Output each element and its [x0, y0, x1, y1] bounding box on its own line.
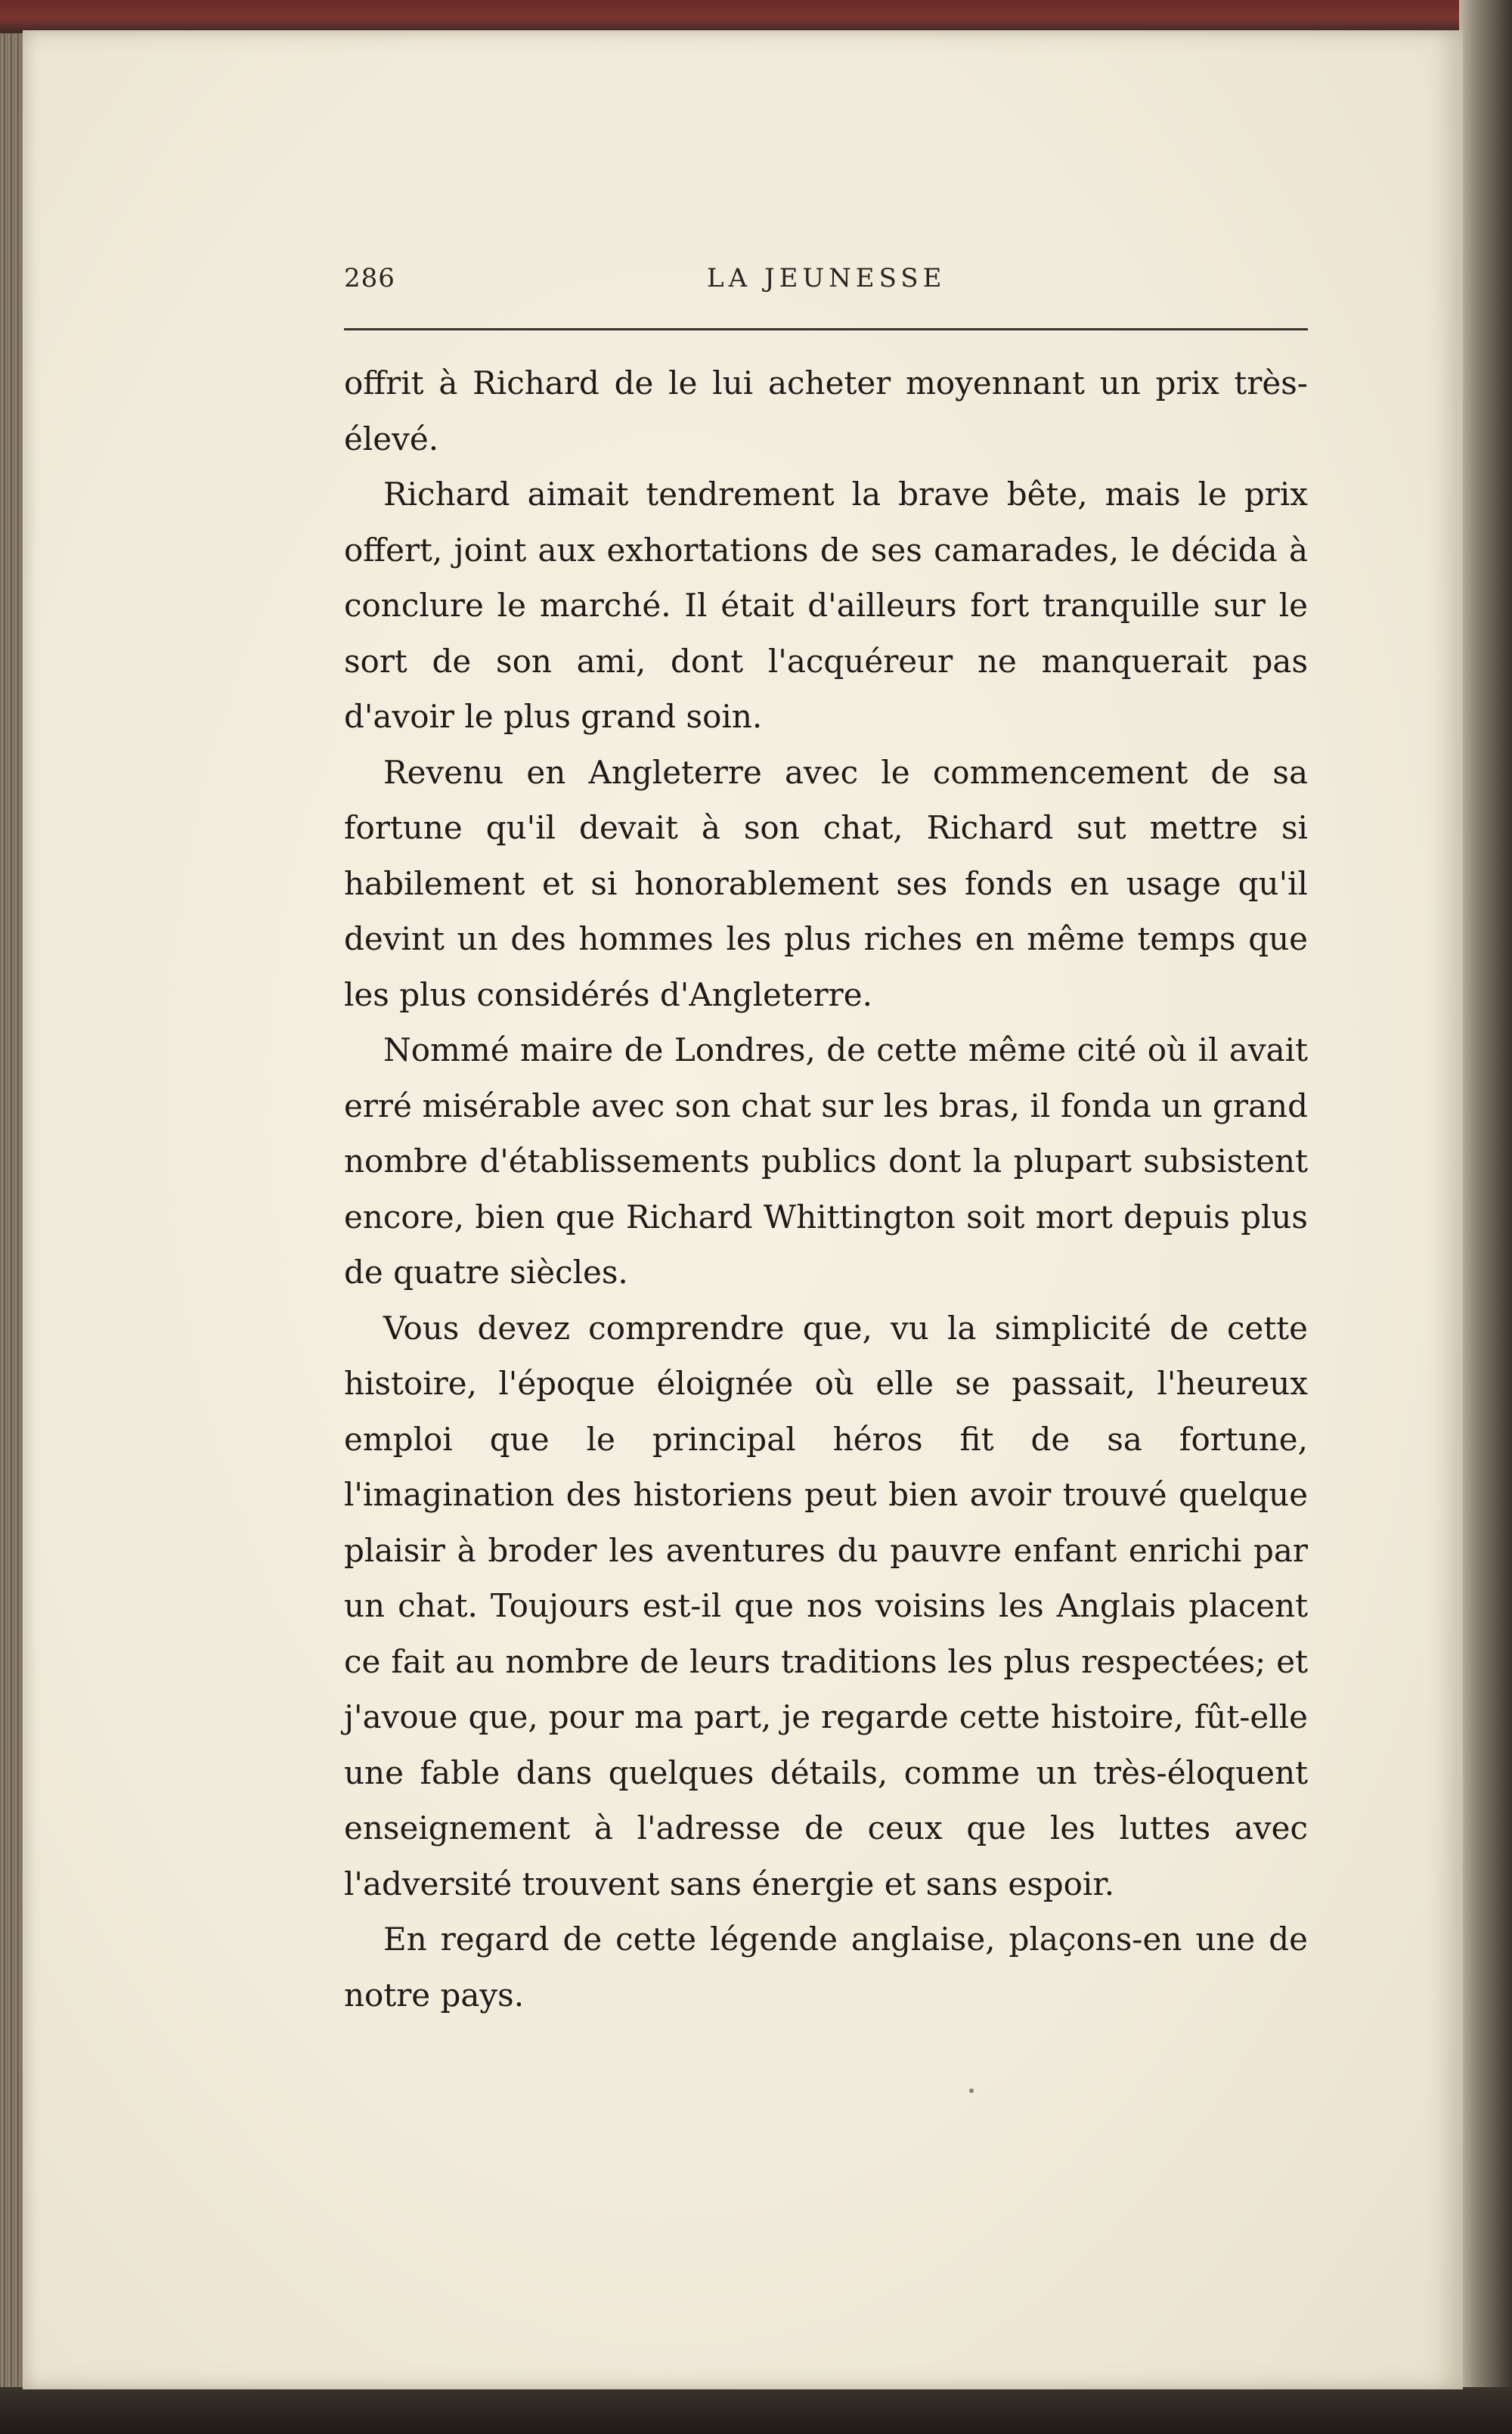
book-gutter-right [1459, 0, 1512, 2434]
paragraph: Vous devez comprendre que, vu la simplicité de cette histoire, l'époque éloignée où elle se passait, l'heureux emploi que le principal héros fit de sa fortune, l'imagination des historiens peut bien avoir trouvé quelque plaisir à broder les aventures du pauvre enfant enrichi par un chat. Toujours est-il que nos voisins les Anglais placent ce fait au nombre de leurs traditions les plus respectées; et j'avoue que, pour ma part, je regarde cette histoire, fût-elle une fable dans quelques détails, comme un très-éloquent enseignement à l'adresse de ceux que les luttes avec l'adversité trouvent sans énergie et sans espoir. [344, 1309, 1308, 1902]
paragraph-continuation: offrit à Richard de le lui acheter moyennant un prix très-élevé. [344, 364, 1308, 457]
book-binding-top [0, 0, 1512, 33]
paragraph: Richard aimait tendrement la brave bête, mais le prix offert, joint aux exhortations de ses camarades, le décida à conclure le marché. Il était d'ailleurs fort tranquille sur le sort de son ami, dont l'acquéreur ne manquerait pas d'avoir le plus grand soin. [344, 476, 1308, 735]
paragraph: Revenu en Angleterre avec le commencement de sa fortune qu'il devait à son chat, Richard sut mettre si habilement et si honorablement ses fonds en usage qu'il devint un des hommes les plus riches en même temps que les plus considérés d'Angleterre. [344, 753, 1308, 1013]
body-text [344, 355, 1308, 2023]
paragraph: En regard de cette légende anglaise, plaçons-en une de notre pays. [344, 1921, 1308, 2014]
paragraph: Nommé maire de Londres, de cette même cité où il avait erré misérable avec son chat sur les bras, il fonda un grand nombre d'établissements publics dont la plupart subsistent encore, bien que Richard Whittington soit mort depuis plus de quatre siècles. [344, 1031, 1308, 1291]
book-edge-bottom [0, 2387, 1512, 2434]
page-number: 286 [344, 263, 395, 293]
ink-speck [969, 2088, 974, 2093]
running-head-title: LA JEUNESSE [707, 263, 947, 293]
header-rule [344, 328, 1308, 330]
page-header [344, 263, 1308, 301]
